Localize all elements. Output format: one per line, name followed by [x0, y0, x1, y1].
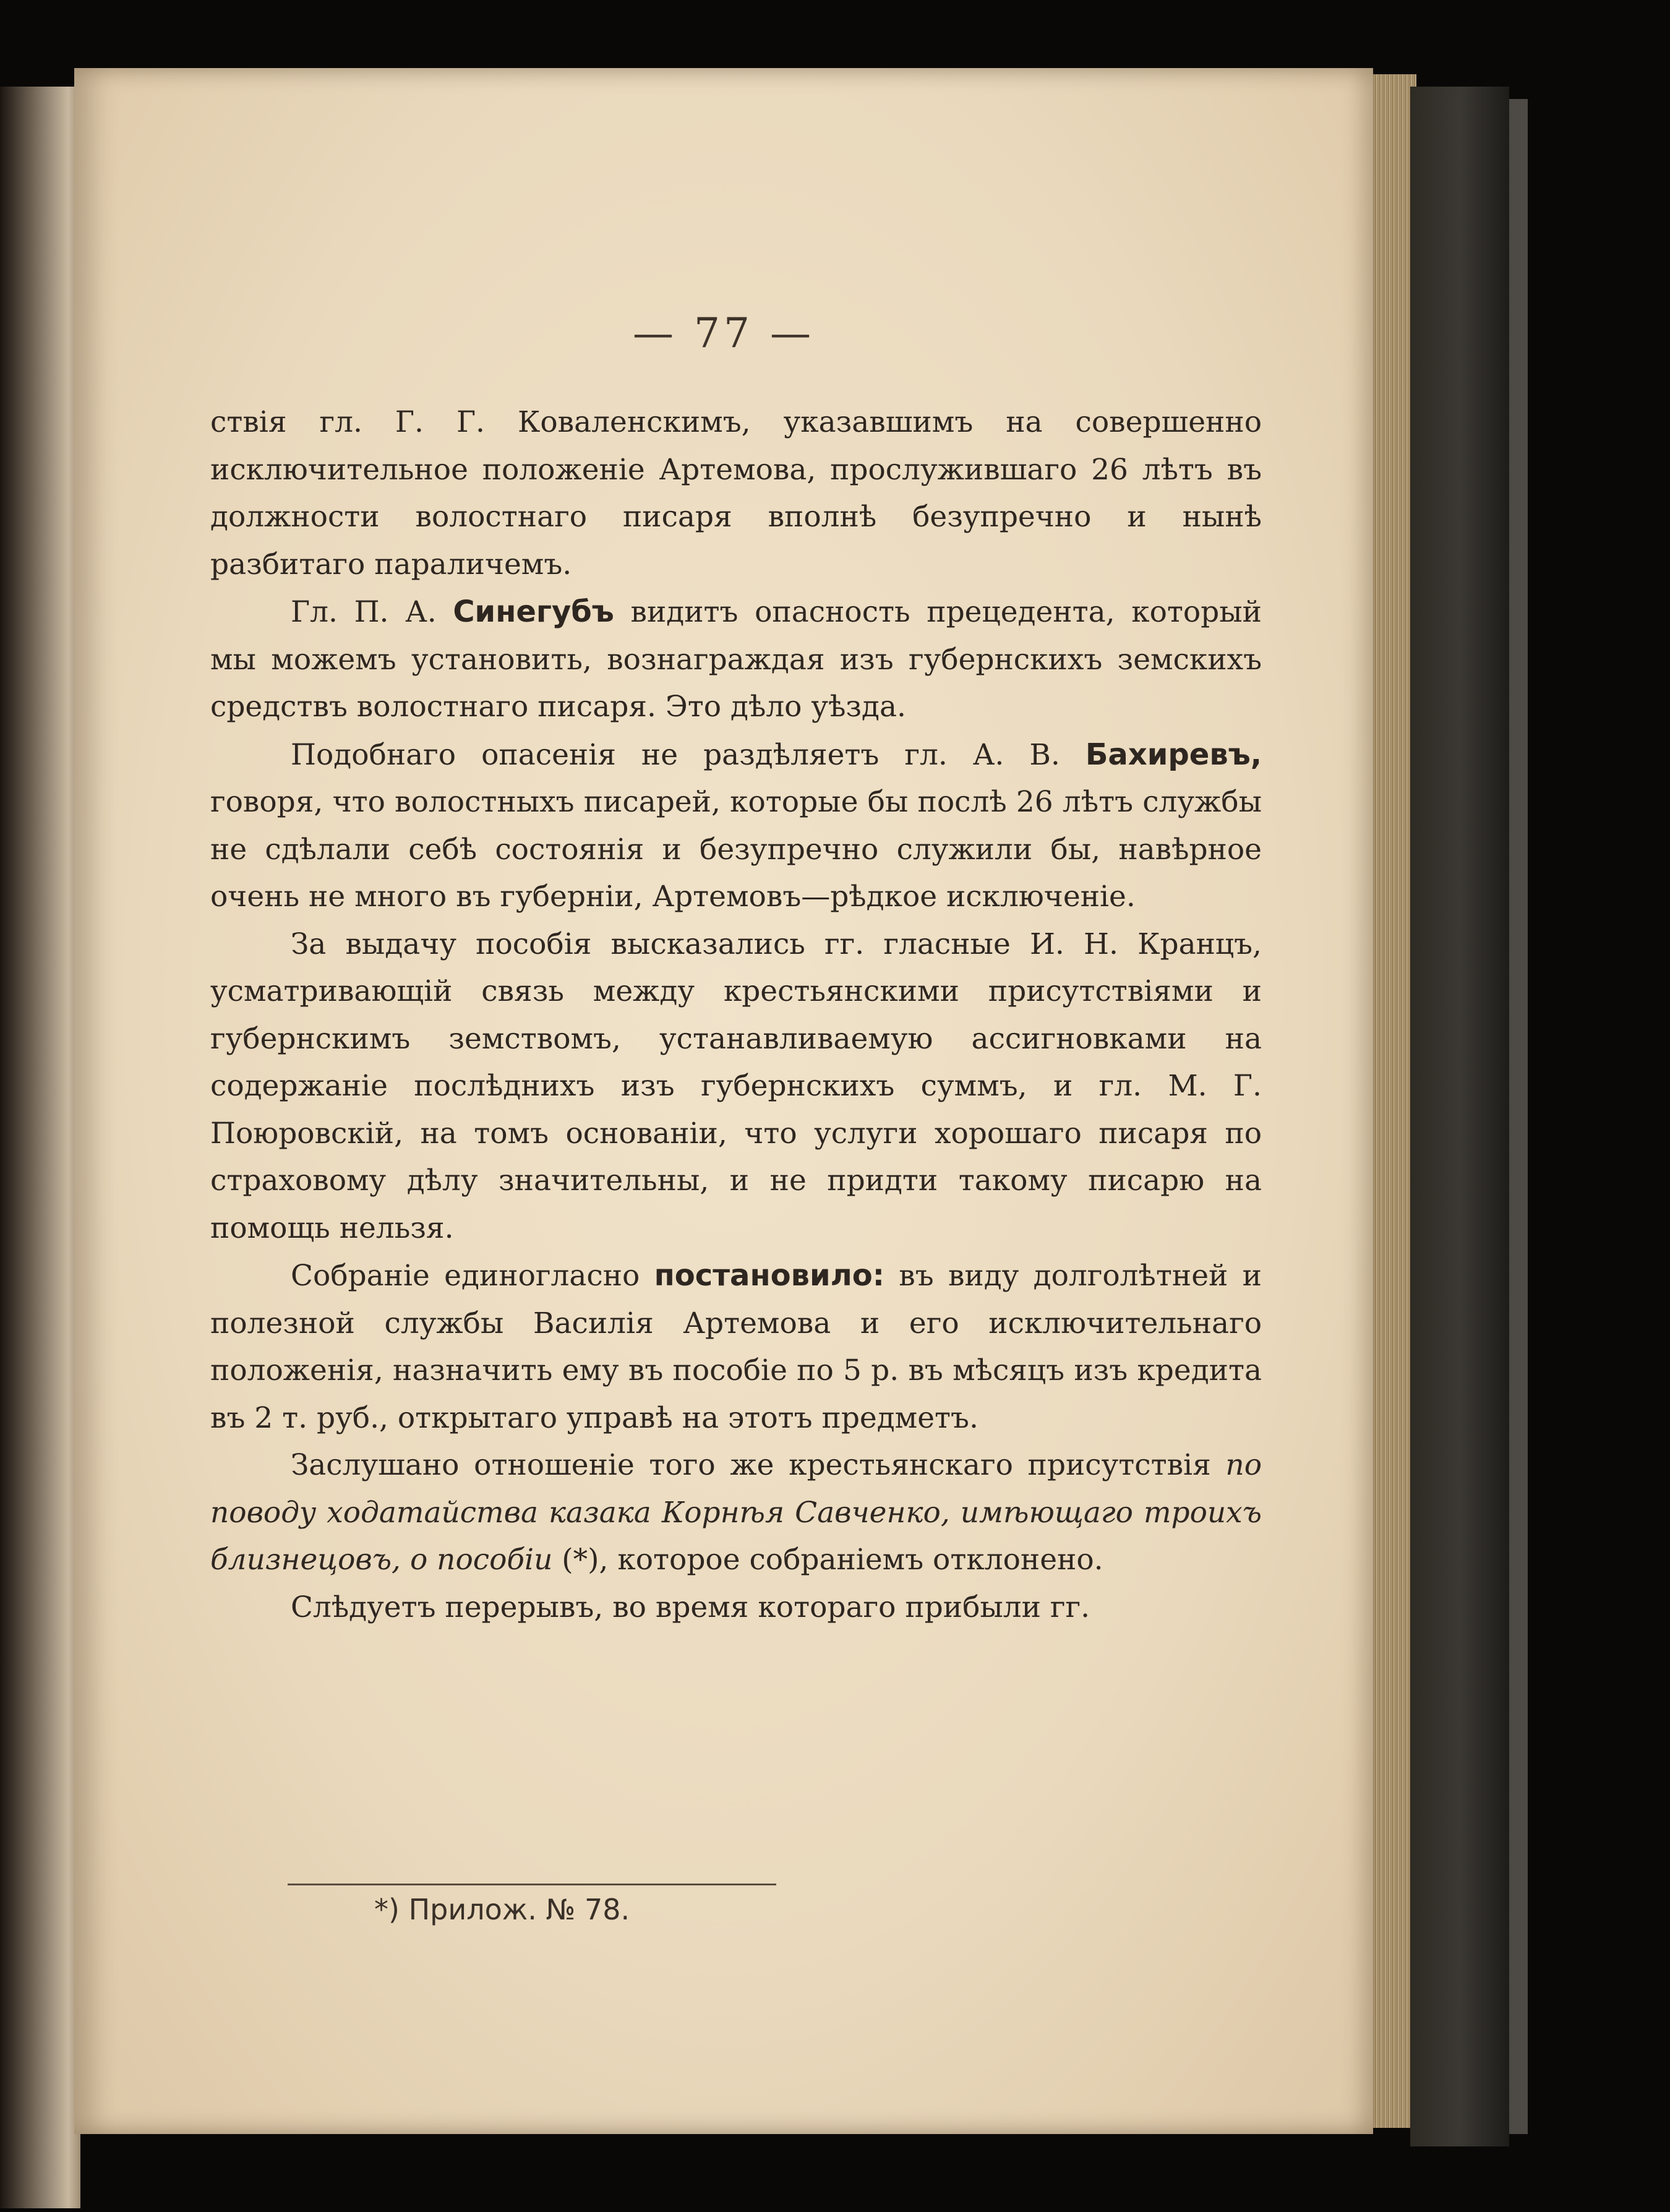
paragraph: [210, 588, 1262, 731]
paragraph: [210, 1442, 1262, 1584]
emphasized-text: Синегубъ: [453, 594, 614, 629]
paragraph: [210, 921, 1262, 1253]
text-run: видитъ опасность прецедента, который мы можемъ установить, вознаграждая изъ губернскихъ земскихъ средствъ волостнаго писаря. Это дѣло уѣзда.: [210, 595, 1262, 724]
text-run: въ виду долголѣтней и полезной службы Василія Артемова и его исключительнаго положенія, назначить ему въ пособіе по 5 р. въ мѣсяцъ изъ кредита въ 2 т. руб., открытаго управѣ на этотъ предметъ.: [210, 1259, 1262, 1435]
text-run: За выдачу пособія высказались гг. гласные И. Н. Кранцъ, усматривающій связь между крестьянскими присутствіями и губернскимъ земствомъ, устанавливаемую ассигновками на содержаніе послѣднихъ изъ губернскихъ суммъ, и гл. М. Г. Поюровскій, на томъ основаніи, что услуги хорошаго писаря по страховому дѣлу значительны, и не придти такому писарю на помощь нельзя.: [210, 927, 1262, 1245]
text-run: Заслушано отношеніе того же крестьянскаго присутствія: [291, 1448, 1226, 1482]
book-page: [74, 68, 1373, 2134]
text-run: Собраніе единогласно: [291, 1259, 654, 1293]
paragraph: [210, 399, 1262, 588]
previous-page-edge: [0, 87, 80, 2208]
paragraph: [210, 1252, 1262, 1442]
italic-text: по поводу ходатайства казака Корнѣя Савченко, имѣющаго троихъ близнецовъ, о пособіи: [210, 1448, 1262, 1577]
emphasized-text: постановило:: [654, 1258, 884, 1293]
book-cover-edge: [1509, 99, 1528, 2134]
text-run: ствія гл. Г. Г. Коваленскимъ, указавшимъ на совершенно исключительное положеніе Артемова, прослужившаго 26 лѣтъ въ должности волостнаго писаря вполнѣ безупречно и нынѣ разбитаго параличемъ.: [210, 405, 1262, 581]
emphasized-text: Бахиревъ,: [1085, 737, 1262, 772]
text-run: Гл. П. А.: [291, 595, 453, 629]
body-text: [210, 399, 1262, 1631]
page-number: — 77 —: [633, 309, 815, 357]
text-run: Слѣдуетъ перерывъ, во время котораго прибыли гг.: [291, 1590, 1090, 1624]
text-run: говоря, что волостныхъ писарей, которые бы послѣ 26 лѣтъ службы не сдѣлали себѣ состоянія и безупречно служили бы, навѣрное очень не много въ губерніи, Артемовъ—рѣдкое исключеніе.: [210, 785, 1262, 914]
text-run: (*), которое собраніемъ отклонено.: [552, 1543, 1103, 1577]
footnote: *) Прилож. № 78.: [374, 1893, 630, 1926]
footnote-divider: [288, 1884, 776, 1885]
paragraph: [210, 731, 1262, 921]
paragraph: [210, 1584, 1262, 1632]
book-cover: [1410, 87, 1509, 2146]
text-run: Подобнаго опасенія не раздѣляетъ гл. А. В.: [291, 737, 1086, 772]
